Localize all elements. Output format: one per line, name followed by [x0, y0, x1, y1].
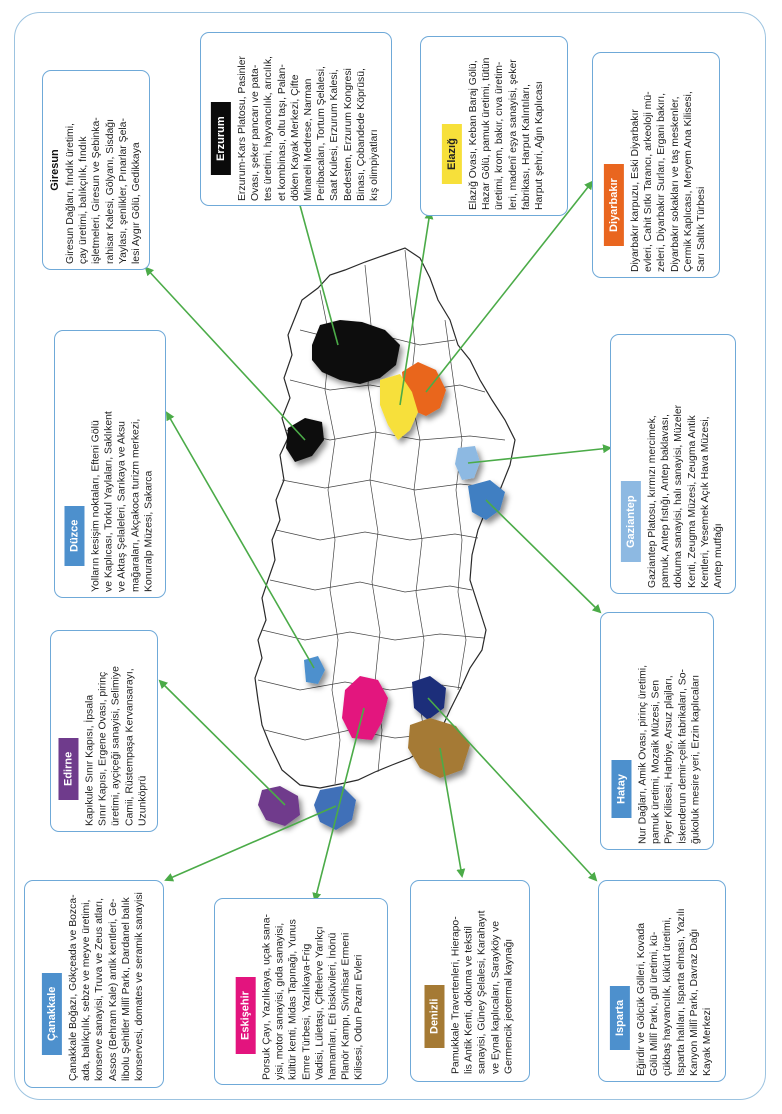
hatay-tag: Hatay [611, 760, 631, 818]
duzce-text: Yolların kesişim noktaları, Efteni Gölü ve Kaplıcası, Torkul Yaylaları, Saklıkent ve Aktaş Şelaleleri, Sarıkaya ve Aksu mağaraları, Akçakoca turizm merkezi, Konuralp Müzesi, Sakarca [90, 411, 155, 592]
elazig-text: Elazığ Ovası, Keban Baraj Gölü, Hazar Gölü, pamuk üretimi, tütün üretimi, krom, bakır, cıva üretim- leri, madenî eşya sanayisi, şeker fabrikası, Harput Kalıntıları, Harput şehri, Ağın Kaplıcası [467, 57, 545, 210]
province-denizli [408, 718, 470, 778]
giresun-text: Giresun Dağları, fındık üretimi, çay üretimi, balıkçılık, fındık işletmeleri, Giresun ve Şebinka- rahisar Kalesi, Gölyanı, Sisdağı Yaylası, şenlikler, Pınarlar Şela- lesi Aygır Gölü, Gedikkaya [64, 117, 142, 264]
gaziantep-tag: Gaziantep [621, 481, 641, 562]
elazig-tag: Elazığ [442, 124, 462, 184]
hatay-card [600, 612, 714, 850]
arrow-hatay [486, 500, 600, 612]
canakkale-tag: Çanakkale [42, 973, 62, 1055]
canakkale-text: Çanakkale Boğazı, Gökçeada ve Bozca- ada, balıkçılık, sebze ve meyve üretimi, konserve sanayisi, Truva ve Zeus atları, Assos (Behram Kale) antik kentleri, Ge- libolu Şehitler Millî Parkı, Dardanel balık konservesi, domates ve seramik sanayisi [67, 892, 145, 1081]
erzurum-card [200, 32, 392, 206]
giresun-card [42, 70, 150, 270]
hatay-text: Nur Dağları, Amik Ovası, pirinç üretimi, pamuk üretimi, Mozaik Müzesi, Sen Piyer Kilisesi, Harbiye, Arsuz plajları, İskenderun demir-çelik fabrikaları, So- ğukoluk mesire yeri, Erzin kaplıcaları [637, 665, 702, 844]
elazig-card [420, 36, 568, 216]
isparta-card [598, 880, 726, 1082]
arrow-isparta [428, 698, 596, 880]
duzce-tag: Düzce [64, 506, 84, 566]
denizli-text: Pamukkale Travertenleri, Hierapo- lis Antik Kenti, dokuma ve tekstil sanayisi, Güney Şelalesi, Karahayıt ve Eynal kaplıcaları, Sarayköy ve Germencik jeotermal kaynağı [450, 910, 515, 1074]
erzurum-text: Erzurum-Kars Platosu, Pasinler Ovası, şeker pancarı ve pata- tes üretimi, hayvancılık, arıcılık, et kombinası, oltu taşı, Palan- döken Kayak Merkezi, Çifte Minareli Medrese, Narman Peribacaları, Tortum Şelalesi, Saat Kulesi, Erzurum Kalesi, Bedesten, Erzurum Kongresi Binası, Çobandede Köprüsü, kış olimpiyatları [236, 56, 380, 201]
gaziantep-card [610, 334, 736, 594]
isparta-tag: Isparta [610, 986, 630, 1050]
diyarbakir-tag: Diyarbakır [604, 164, 624, 246]
eskisehir-text: Porsuk Çayı, Yazılıkaya, uçak sana- yisi, motor sanayisi, gıda sanayisi, kültür kenti, Midas Tapınağı, Yunus Emre Türbesi, Yazılıkaya-Frig Vadisi, Lületaşı, Çiftelerve Yarıkçı hamamları, Eti bisküvileri, İnönü Planör Kampı, Sivrihisar Ermeni Kilisesi, Odun Pazarı Evleri [261, 913, 366, 1080]
eskisehir-tag: Eskişehir [236, 977, 256, 1054]
arrow-canakkale [166, 806, 336, 880]
erzurum-tag: Erzurum [211, 102, 231, 175]
diyarbakir-card [592, 52, 720, 278]
diyarbakir-text: Diyarbakır karpuzu, Eski Diyarbakır evleri, Cahit Sıtkı Tarancı, arkeoloji mü- zeleri, Diyarbakır Surları, Ergani bakırı, Diyarbakır sokakları ve taş meskenler, Çermik Kaplıcası, Meryem Ana Kilisesi, Sarı Saltık Türbesi [629, 91, 707, 272]
province-edirne [258, 786, 300, 826]
arrow-giresun [146, 268, 305, 440]
edirne-card [50, 630, 158, 832]
denizli-card [410, 880, 530, 1082]
duzce-card [54, 330, 166, 598]
gaziantep-text: Gaziantep Platosu, kırmızı mercimek, pamuk, Antep fıstığı, Antep baklavası, dokuma sanayisi, halı sanayisi, Müzeler Kenti, Zeugma Müzesi, Zeugma Antik Kentleri, Yesemek Açık Hava Müzesi, Antep mutfağı [646, 404, 724, 588]
edirne-text: Kapıkule Sınır Kapısı, İpsala Sınır Kapısı, Ergene Ovası, pirinç üretimi, ayçiçeği sanayisi, Selimiye Camii, Rüstempaşa Kervansarayı, Uzunköprü [84, 666, 149, 826]
edirne-tag: Edirne [58, 738, 78, 800]
eskisehir-card [214, 898, 388, 1085]
canakkale-card [24, 880, 164, 1088]
isparta-text: Eğirdir ve Gölcük Gölleri, Kovada Gölü Millî Parkı, gül üretimi, kü- çükbaş hayvancılık, kükürt üretimi, Isparta halıları, Isparta elması, Yazılı Kanyon Millî Parkı, Davraz Dağı Kayak Merkezi [635, 908, 713, 1076]
denizli-tag: Denizli [424, 985, 444, 1048]
giresun-title: Giresun [48, 149, 61, 191]
